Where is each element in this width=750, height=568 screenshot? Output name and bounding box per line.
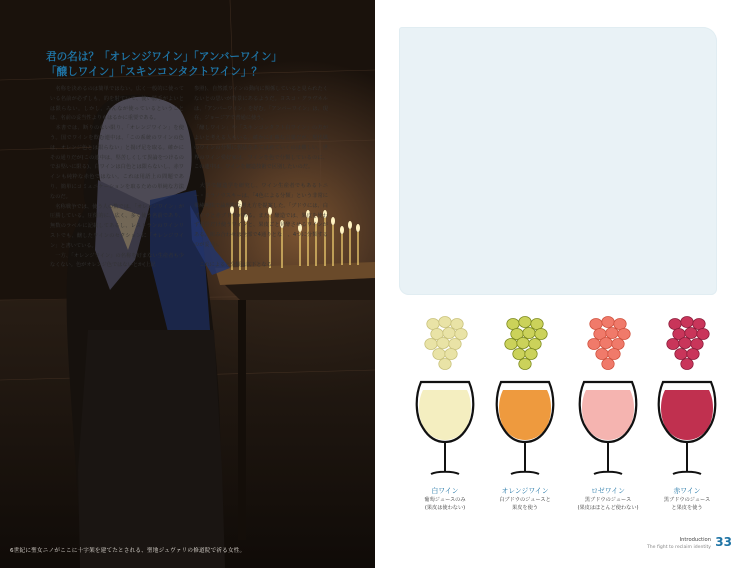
article-title — [46, 50, 286, 79]
wine-glass-icon — [580, 382, 637, 474]
title-line-2: 「醸しワイン」「スキンコンタクトワイン」？ — [46, 65, 263, 78]
paragraph: これによると分類は以下となる — [194, 261, 272, 268]
wine-type-name: 白ワイン — [431, 487, 459, 495]
paragraph: 一方、「オレンジワイン」の名称を好まない生産者も少なくない。色がオレンジ色ではないとか(上記 — [50, 252, 184, 269]
wine-glass-icon — [497, 382, 554, 474]
wine-type-2-drawing — [568, 316, 648, 481]
paragraph: 大学で醸造学を研究し、ワイン生産者でもあるトニー・ミラノウスキーは、「4色による分類」という非常に単純明快で論理的な考え方を提案した。「ブドウには、白ブドウと赤ブドウがある。また、醸造では、果皮を使わず果汁だけ使うワインと、果皮ごと発酵させるワインがある。組み合わせは全部で4通りとな 、4つに分類するのが妥当」。 — [194, 183, 328, 248]
wine-type-3-drawing — [647, 316, 727, 481]
wine-glass-icon — [659, 382, 716, 474]
section-label: Introduction — [679, 537, 711, 543]
paragraph: 本書では、断りのない限り、「オレンジワイン」を使う。国でワインを飲む連中は、「この系統のワインの色は、オレンジ色とは限らない」と揚げ足を取る。確かにその通りだが(この連中は、堅苦しくして異論をつけるのでお堅いに限る)、白ワインは白色とは限らないし、赤ワインも純粋な赤色ではない。これは用語上の問題であり、簡単にコミュニケーションを取るための単純な方法なのだ。 — [50, 125, 184, 200]
article-column-left — [50, 85, 184, 271]
section-subtitle: The fight to reclaim identity — [646, 545, 711, 550]
photo-caption: 6世紀に聖女ニノがここに十字架を建てたとされる、聖地ジュヴァリの修道院で祈る女性。 — [10, 548, 246, 554]
grape-cluster-icon — [667, 317, 709, 370]
grape-cluster-icon — [588, 317, 630, 370]
wine-type-name: 赤ワイン — [673, 487, 701, 495]
text-page — [375, 0, 750, 568]
wine-type-name: ロゼワイン — [591, 487, 625, 495]
article-panel — [399, 27, 717, 295]
wine-type-description — [642, 496, 732, 512]
wine-type-description — [400, 496, 490, 512]
article-column-right — [194, 85, 328, 271]
page-number: 33 — [715, 535, 732, 549]
wine-description-line: 白ブドウのジュースと — [499, 497, 551, 503]
wine-type-0-drawing — [405, 316, 485, 481]
running-footer — [647, 537, 711, 551]
wine-description-line: 黒ブドウのジュース — [584, 497, 632, 503]
paragraph: 参照)、自然派ワインの動向に関係していると見られたくないとの思いが背景にあるようだ。ヨスコ・グラヴネルは、「アンバーワイン」を好む。「アンバーワイン」は、現在、ジョージアで普通に使う。 — [194, 86, 328, 122]
wine-type-description — [480, 496, 570, 512]
title-line-1: 君の名は？「オレンジワイン」「アンバーワイン」 — [46, 51, 283, 63]
wine-description-line: (果皮はほとんど使わない) — [577, 505, 639, 511]
wine-description-line: 果皮を使う — [512, 505, 538, 511]
wine-description-line: 葡萄ジュースのみ — [424, 497, 466, 503]
grape-cluster-icon — [425, 317, 467, 370]
wine-type-name: オレンジワイン — [501, 487, 549, 495]
paragraph: 「醸しワイン」や「スキンコンタクト白ワイン」の方がよいと考える人もいる。確かに正確な言葉だが、現代風のワインの分類に製法をあてはめていくのは難しい。世界のワイン愛好家は、ワインを色で分類しているのに、この連中は、ワインを醸造技術で区別したいのだ。 — [194, 125, 328, 171]
paragraph: 名称を決めるのは簡単ではない。広く一般的に使っている名前が必ずしも、的を射ていて、使い勝手がよいとは限らない。しかし、みんなが使っているということは、名前の妥当性よりもはるかに重要である。 — [50, 86, 184, 122]
grape-cluster-icon — [505, 317, 547, 370]
wine-description-line: 黒ブドウのジュース — [663, 497, 711, 503]
wine-description-line: (果皮は使わない) — [424, 505, 466, 511]
wine-glass-icon — [417, 382, 474, 474]
wine-description-line: と果皮を使う — [671, 505, 703, 511]
wine-type-description — [563, 496, 653, 512]
wine-type-1-drawing — [485, 316, 565, 481]
paragraph: 名称戦争では、使う人の数では、「オレンジワイン」が圧勝している。圧倒的に、広く、多く使う名前であり、無数のラベルに記載してあるし、レストランのワインリストでも、醸したワインのセクションに「オレンジワイン」と書いている。 — [50, 203, 184, 249]
